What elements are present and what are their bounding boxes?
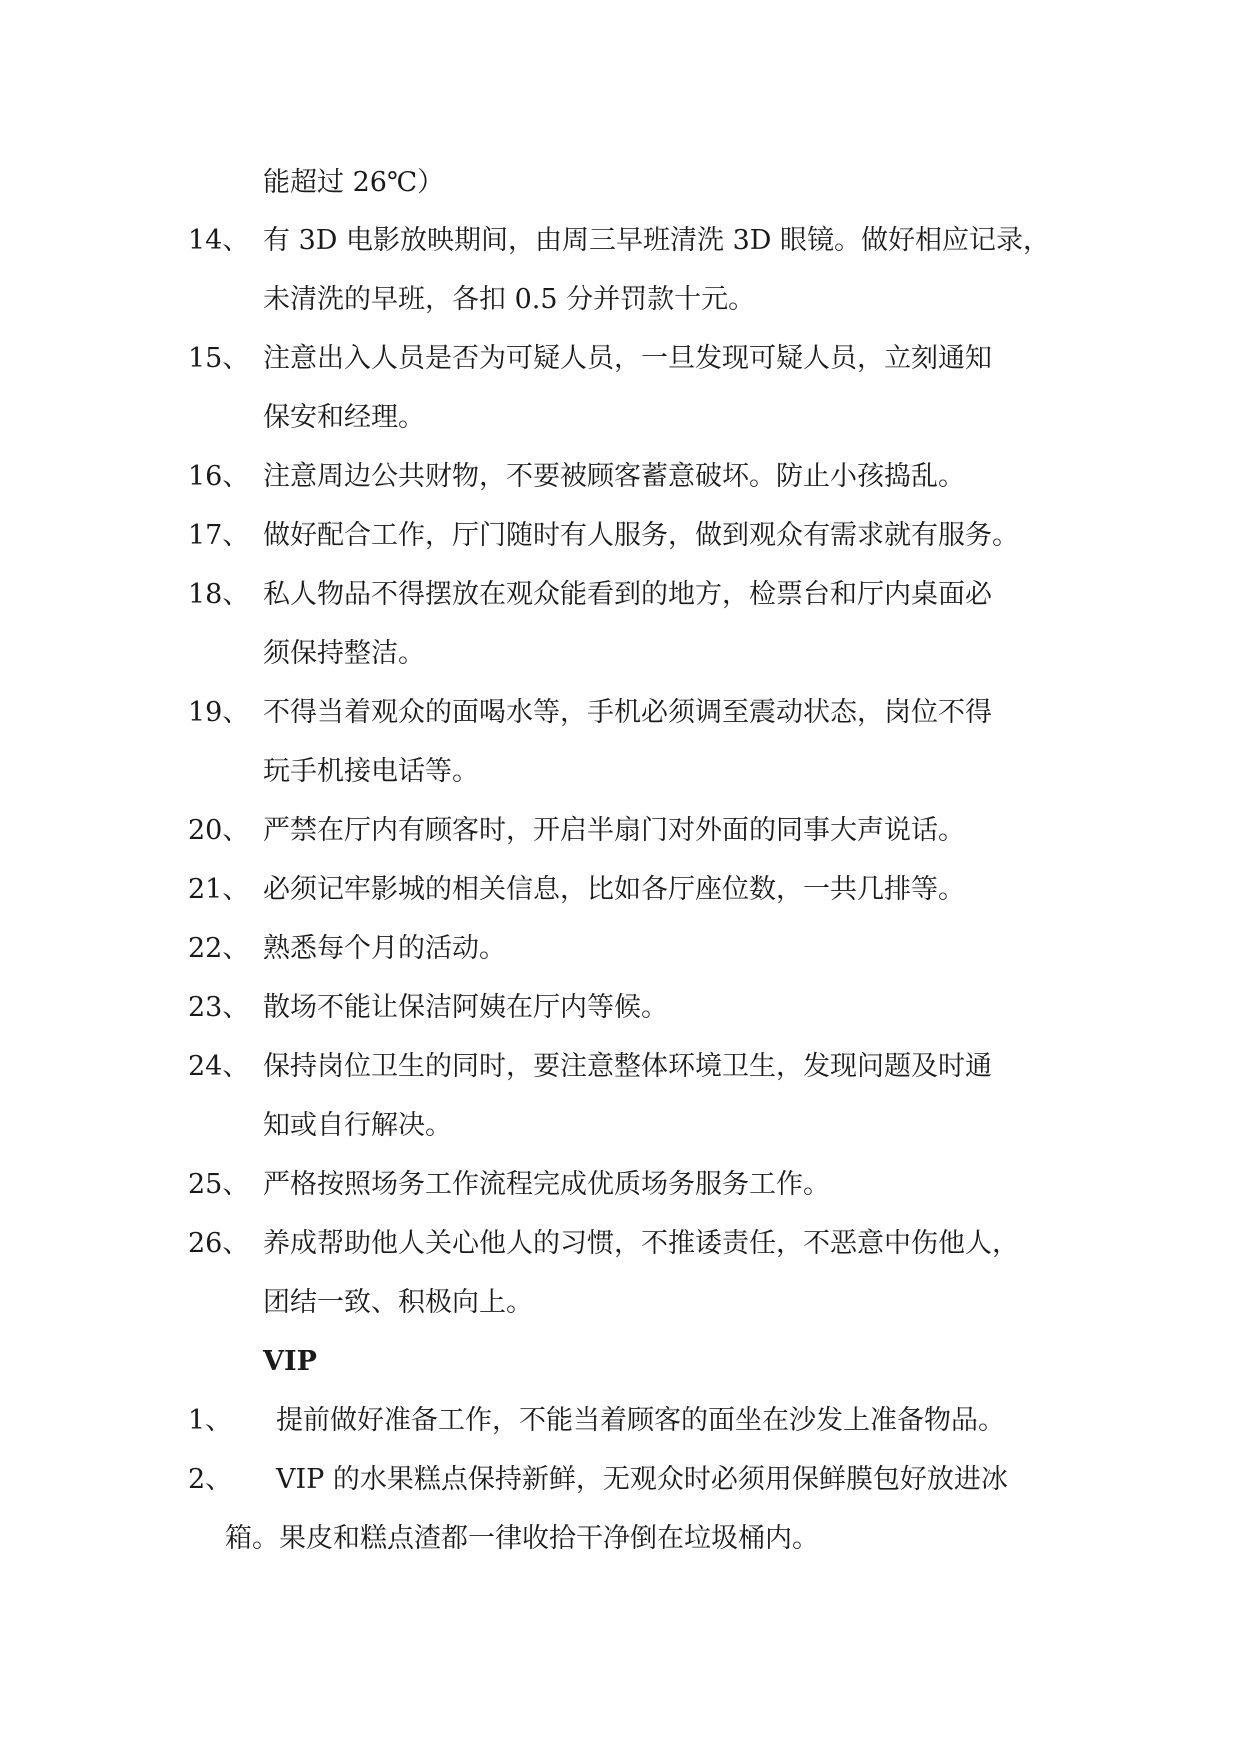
item-text: 私人物品不得摆放在观众能看到的地方，检票台和厅内桌面必 bbox=[263, 579, 992, 610]
item-text: 注意周边公共财物，不要被顾客蓄意破坏。防止小孩捣乱。 bbox=[263, 461, 965, 492]
item-text: 团结一致、积极向上。 bbox=[263, 1287, 533, 1318]
item-text: 严禁在厅内有顾客时，开启半扇门对外面的同事大声说话。 bbox=[263, 815, 965, 846]
item-text: 知或自行解决。 bbox=[263, 1110, 452, 1141]
item-text: 养成帮助他人关心他人的习惯，不推诿责任，不恶意中伤他人， bbox=[263, 1228, 1019, 1259]
lead-line: 能超过 26℃） bbox=[263, 167, 445, 198]
item-text: 散场不能让保洁阿姨在厅内等候。 bbox=[263, 992, 668, 1023]
item-text: 保持岗位卫生的同时，要注意整体环境卫生，发现问题及时通 bbox=[263, 1051, 992, 1082]
item-number: 18、 bbox=[188, 579, 250, 610]
vip-item-text: 提前做好准备工作，不能当着顾客的面坐在沙发上准备物品。 bbox=[276, 1405, 1005, 1436]
item-number: 22、 bbox=[188, 933, 250, 964]
item-text: 不得当着观众的面喝水等，手机必须调至震动状态，岗位不得 bbox=[263, 697, 992, 728]
item-text: 做好配合工作，厅门随时有人服务，做到观众有需求就有服务。 bbox=[263, 520, 1019, 551]
vip-item-text: 箱。果皮和糕点渣都一律收拾干净倒在垃圾桶内。 bbox=[225, 1523, 819, 1554]
item-number: 24、 bbox=[188, 1051, 250, 1082]
item-number: 19、 bbox=[188, 697, 250, 728]
vip-item-number: 1、 bbox=[188, 1405, 233, 1436]
vip-heading: VIP bbox=[263, 1346, 317, 1377]
item-number: 14、 bbox=[188, 225, 250, 256]
item-text: 有 3D 电影放映期间，由周三早班清洗 3D 眼镜。做好相应记录， bbox=[263, 225, 1050, 256]
vip-item-text: VIP 的水果糕点保持新鲜，无观众时必须用保鲜膜包好放进冰 bbox=[276, 1464, 1008, 1495]
item-text: 保安和经理。 bbox=[263, 402, 425, 433]
item-text: 熟悉每个月的活动。 bbox=[263, 933, 506, 964]
item-number: 26、 bbox=[188, 1228, 250, 1259]
item-number: 17、 bbox=[188, 520, 250, 551]
item-text: 注意出入人员是否为可疑人员，一旦发现可疑人员，立刻通知 bbox=[263, 343, 992, 374]
item-number: 23、 bbox=[188, 992, 250, 1023]
item-text: 须保持整洁。 bbox=[263, 638, 425, 669]
vip-item-number: 2、 bbox=[188, 1464, 233, 1495]
item-text: 未清洗的早班，各扣 0.5 分并罚款十元。 bbox=[263, 284, 756, 315]
item-text: 严格按照场务工作流程完成优质场务服务工作。 bbox=[263, 1169, 830, 1200]
item-number: 20、 bbox=[188, 815, 250, 846]
item-text: 玩手机接电话等。 bbox=[263, 756, 479, 787]
item-number: 15、 bbox=[188, 343, 250, 374]
item-text: 必须记牢影城的相关信息，比如各厅座位数，一共几排等。 bbox=[263, 874, 965, 905]
item-number: 16、 bbox=[188, 461, 250, 492]
item-number: 25、 bbox=[188, 1169, 250, 1200]
item-number: 21、 bbox=[188, 874, 250, 905]
